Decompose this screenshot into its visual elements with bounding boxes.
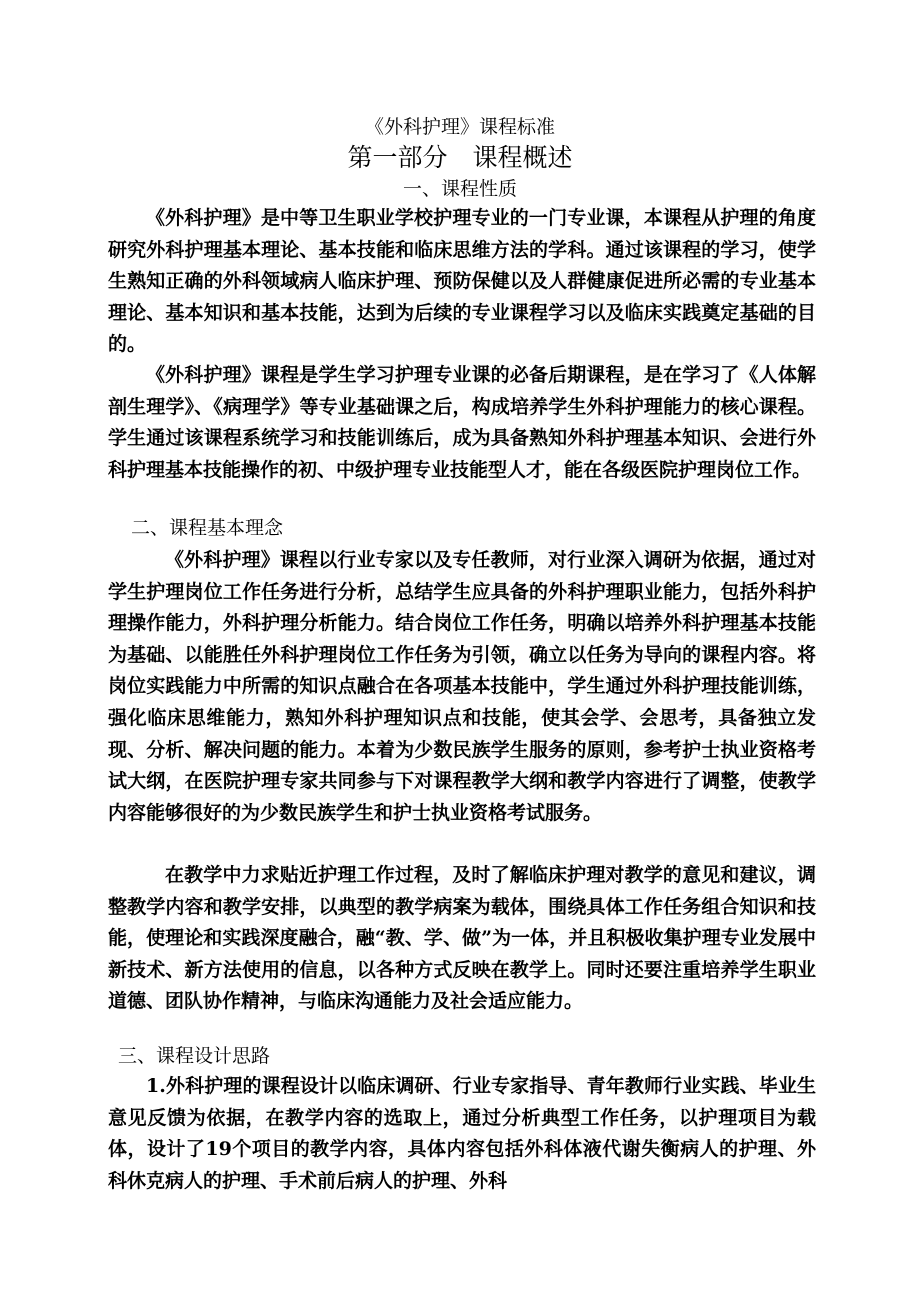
document-title: 《外科护理》课程标准 (364, 116, 555, 138)
paragraph-course-philosophy-1: 《外科护理》课程以行业专家以及专任教师，对行业深入调研为依据，通过对学生护理岗位工作任务进行分析，总结学生应具备的外科护理职业能力，包括外科护理操作能力，外科护理分析能力。结合岗位工作任务，明确以培养外科护理基本技能为基础、以能胜任外科护理岗位工作任务为引领，确立以任务为导向的课程内容。将岗位实践能力中所需的知识点融合在各项基本技能中，学生通过外科护理技能训练，强化临床思维能力，熟知外科护理知识点和技能，使其会学、会思考，具备独立发现、分析、解决问题的能力。本着为少数民族学生服务的原则，参考护士执业资格考试大纲，在医院护理专家共同参与下对课程教学大纲和教学内容进行了调整，使教学内容能够很好的为少数民族学生和护士执业资格考试服务。 (108, 549, 816, 824)
section-heading-nature: 一、课程性质 (402, 178, 517, 200)
paragraph-course-design-1: 1.外科护理的课程设计以临床调研、行业专家指导、青年教师行业实践、毕业生意见反馈为依据，在教学内容的选取上，通过分析典型工作任务，以护理项目为载体，设计了19个项目的教学内容，具体内容包括外科体液代谢失衡病人的护理、外科休克病人的护理、手术前后病人的护理、外科 (108, 1075, 816, 1192)
paragraph-course-philosophy-2: 在教学中力求贴近护理工作过程，及时了解临床护理对教学的意见和建议，调整教学内容和教学安排，以典型的教学病案为载体，围绕具体工作任务组合知识和技能，使理论和实践深度融合，融“教、学、做”为一体，并且积极收集护理专业发展中新技术、新方法使用的信息，以各种方式反映在教学上。同时还要注重培养学生职业道德、团队协作精神，与临床沟通能力及社会适应能力。 (108, 864, 816, 1013)
section-heading-design: 三、课程设计思路 (118, 1045, 271, 1067)
section-heading-philosophy: 二、课程基本理念 (131, 517, 284, 539)
paragraph-course-nature-2: 《外科护理》课程是学生学习护理专业课的必备后期课程，是在学习了《人体解剖生理学》、《病理学》等专业基础课之后，构成培养学生外科护理能力的核心课程。学生通过该课程系统学习和技能训练后，成为具备熟知外科护理基本知识、会进行外科护理基本技能操作的初、中级护理专业技能型人才，能在各级医院护理岗位工作。 (108, 364, 816, 481)
paragraph-course-nature-1: 《外科护理》是中等卫生职业学校护理专业的一门专业课，本课程从护理的角度研究外科护理基本理论、基本技能和临床思维方法的学科。通过该课程的学习，使学生熟知正确的外科领域病人临床护理、预防保健以及人群健康促进所必需的专业基本理论、基本知识和基本技能，达到为后续的专业课程学习以及临床实践奠定基础的目的。 (108, 207, 816, 356)
part-title: 第一部分 课程概述 (347, 143, 573, 172)
